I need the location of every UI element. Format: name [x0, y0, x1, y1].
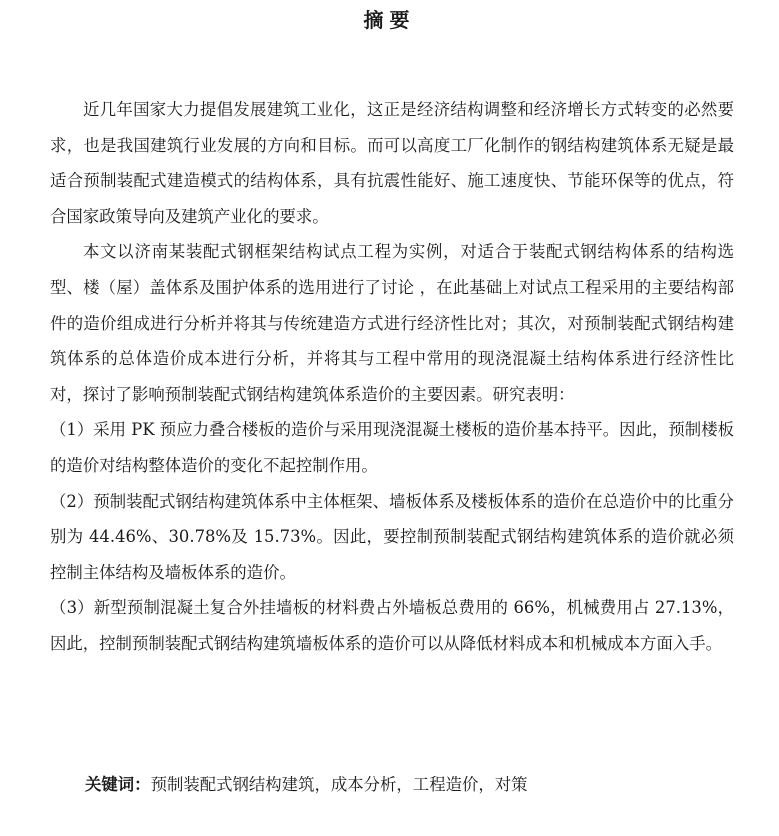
page-title: 摘要 [363, 8, 416, 32]
paragraph-method: 本文以济南某装配式钢框架结构试点工程为实例，对适合于装配式钢结构体系的结构选型、楼（屋）盖体系及围护体系的选用进行了讨论 ，在此基础上对试点工程采用的主要结构部件的造价组成进行分析并将其与传统建造方式进行经济性比对；其次，对预制装配式钢结构建筑体系的总体造价成本进行分析，并将其与工程中常用的现浇混凝土结构体系进行经济性比对，探讨了影响预制装配式钢结构建筑体系造价的主要因素。研究表明： [50, 242, 734, 404]
finding-3: （3）新型预制混凝土复合外挂墙板的材料费占外墙板总费用的 66%，机械费用占 27.13%，因此，控制预制装配式钢结构建筑墙板体系的造价可以从降低材料成本和机械成本方面入手。 [50, 598, 734, 653]
keywords-line [85, 770, 735, 800]
finding-1: （1）采用 PK 预应力叠合楼板的造价与采用现浇混凝土楼板的造价基本持平。因此，预制楼板的造价对结构整体造价的变化不起控制作用。 [50, 420, 734, 475]
keywords-label: 关键词： [85, 775, 151, 794]
paragraph-intro: 近几年国家大力提倡发展建筑工业化，这正是经济结构调整和经济增长方式转变的必然要求，也是我国建筑行业发展的方向和目标。而可以高度工厂化制作的钢结构建筑体系无疑是最适合预制装配式建造模式的结构体系，具有抗震性能好、施工速度快、节能环保等的优点，符合国家政策导向及建筑产业化的要求。 [50, 100, 734, 226]
finding-2: （2）预制装配式钢结构建筑体系中主体框架、墙板体系及楼板体系的造价在总造价中的比重分别为 44.46%、30.78%及 15.73%。因此，要控制预制装配式钢结构建筑体系的造价就必须控制主体结构及墙板体系的造价。 [50, 491, 734, 582]
abstract-body [50, 92, 734, 662]
keywords-text: 预制装配式钢结构建筑，成本分析，工程造价，对策 [150, 775, 528, 794]
